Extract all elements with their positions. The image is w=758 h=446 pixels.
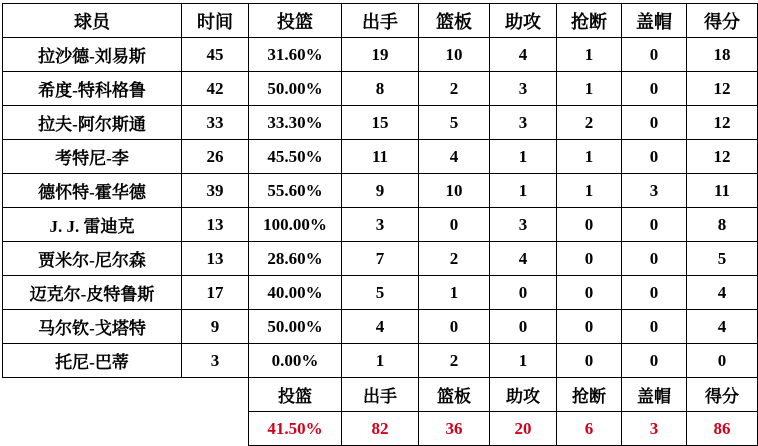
player-blocks: 0: [622, 208, 687, 242]
player-fg-pct: 55.60%: [249, 174, 342, 208]
totals-header-fg-pct: 投篮: [249, 378, 342, 412]
player-fga: 9: [342, 174, 419, 208]
player-fga: 3: [342, 208, 419, 242]
player-rebounds: 2: [419, 344, 490, 378]
player-blocks: 0: [622, 140, 687, 174]
player-assists: 3: [490, 72, 557, 106]
table-row: [3, 106, 758, 140]
player-minutes: 26: [182, 140, 249, 174]
player-assists: 1: [490, 174, 557, 208]
player-blocks: 0: [622, 72, 687, 106]
table-row: [3, 344, 758, 378]
player-assists: 1: [490, 140, 557, 174]
player-steals: 0: [557, 208, 622, 242]
player-name: 贾米尔-尼尔森: [3, 242, 182, 276]
totals-points: 86: [687, 412, 758, 446]
player-steals: 0: [557, 344, 622, 378]
table-row: [3, 208, 758, 242]
table-row: [3, 72, 758, 106]
player-name: 托尼-巴蒂: [3, 344, 182, 378]
player-name: J. J. 雷迪克: [3, 208, 182, 242]
player-rebounds: 10: [419, 174, 490, 208]
player-blocks: 0: [622, 242, 687, 276]
player-rebounds: 2: [419, 72, 490, 106]
player-fga: 4: [342, 310, 419, 344]
player-steals: 1: [557, 38, 622, 72]
column-header-player: 球员: [3, 4, 182, 38]
player-minutes: 13: [182, 208, 249, 242]
player-fg-pct: 50.00%: [249, 310, 342, 344]
table-row: [3, 38, 758, 72]
totals-header-blank-time: [182, 378, 249, 412]
player-minutes: 9: [182, 310, 249, 344]
player-fga: 19: [342, 38, 419, 72]
player-steals: 1: [557, 140, 622, 174]
player-points: 8: [687, 208, 758, 242]
player-steals: 0: [557, 242, 622, 276]
player-points: 4: [687, 276, 758, 310]
totals-blank-name: [3, 412, 182, 446]
table-row: [3, 242, 758, 276]
totals-values-row: [3, 412, 758, 446]
column-header-fga: 出手: [342, 4, 419, 38]
player-name: 拉沙德-刘易斯: [3, 38, 182, 72]
player-assists: 4: [490, 38, 557, 72]
player-rebounds: 0: [419, 310, 490, 344]
player-steals: 1: [557, 72, 622, 106]
player-fg-pct: 100.00%: [249, 208, 342, 242]
player-steals: 2: [557, 106, 622, 140]
player-rebounds: 4: [419, 140, 490, 174]
player-points: 5: [687, 242, 758, 276]
column-header-minutes: 时间: [182, 4, 249, 38]
player-name: 希度-特科格鲁: [3, 72, 182, 106]
player-points: 12: [687, 72, 758, 106]
player-fg-pct: 33.30%: [249, 106, 342, 140]
player-rebounds: 10: [419, 38, 490, 72]
player-steals: 0: [557, 276, 622, 310]
totals-assists: 20: [490, 412, 557, 446]
player-minutes: 42: [182, 72, 249, 106]
totals-fg-pct: 41.50%: [249, 412, 342, 446]
totals-header-points: 得分: [687, 378, 758, 412]
table-row: [3, 174, 758, 208]
player-points: 0: [687, 344, 758, 378]
player-assists: 0: [490, 310, 557, 344]
player-points: 11: [687, 174, 758, 208]
player-minutes: 3: [182, 344, 249, 378]
totals-blank-time: [182, 412, 249, 446]
totals-header-row: [3, 378, 758, 412]
player-blocks: 0: [622, 38, 687, 72]
player-assists: 1: [490, 344, 557, 378]
player-rebounds: 5: [419, 106, 490, 140]
totals-header-blocks: 盖帽: [622, 378, 687, 412]
column-header-points: 得分: [687, 4, 758, 38]
column-header-assists: 助攻: [490, 4, 557, 38]
totals-header-assists: 助攻: [490, 378, 557, 412]
table-body: [3, 38, 758, 446]
player-blocks: 0: [622, 344, 687, 378]
totals-header-rebounds: 篮板: [419, 378, 490, 412]
column-header-blocks: 盖帽: [622, 4, 687, 38]
player-fga: 8: [342, 72, 419, 106]
player-minutes: 17: [182, 276, 249, 310]
player-name: 考特尼-李: [3, 140, 182, 174]
column-header-fg-pct: 投篮: [249, 4, 342, 38]
player-rebounds: 2: [419, 242, 490, 276]
column-header-rebounds: 篮板: [419, 4, 490, 38]
player-fga: 15: [342, 106, 419, 140]
table-header: [3, 4, 758, 38]
player-blocks: 0: [622, 276, 687, 310]
column-header-steals: 抢断: [557, 4, 622, 38]
player-name: 马尔钦-戈塔特: [3, 310, 182, 344]
player-assists: 0: [490, 276, 557, 310]
player-name: 迈克尔-皮特鲁斯: [3, 276, 182, 310]
player-assists: 3: [490, 208, 557, 242]
player-assists: 3: [490, 106, 557, 140]
player-fga: 1: [342, 344, 419, 378]
player-minutes: 13: [182, 242, 249, 276]
player-name: 拉夫-阿尔斯通: [3, 106, 182, 140]
player-fg-pct: 0.00%: [249, 344, 342, 378]
totals-fga: 82: [342, 412, 419, 446]
player-fg-pct: 31.60%: [249, 38, 342, 72]
table-row: [3, 276, 758, 310]
player-name: 德怀特-霍华德: [3, 174, 182, 208]
player-steals: 1: [557, 174, 622, 208]
table-row: [3, 310, 758, 344]
player-points: 4: [687, 310, 758, 344]
player-fg-pct: 28.60%: [249, 242, 342, 276]
player-points: 12: [687, 140, 758, 174]
player-blocks: 0: [622, 106, 687, 140]
totals-rebounds: 36: [419, 412, 490, 446]
player-minutes: 39: [182, 174, 249, 208]
player-minutes: 45: [182, 38, 249, 72]
player-stats-table: [2, 3, 758, 446]
totals-header-fga: 出手: [342, 378, 419, 412]
player-fga: 7: [342, 242, 419, 276]
player-rebounds: 0: [419, 208, 490, 242]
player-fg-pct: 50.00%: [249, 72, 342, 106]
player-steals: 0: [557, 310, 622, 344]
totals-blocks: 3: [622, 412, 687, 446]
totals-header-blank-name: [3, 378, 182, 412]
player-fg-pct: 40.00%: [249, 276, 342, 310]
player-points: 18: [687, 38, 758, 72]
player-fg-pct: 45.50%: [249, 140, 342, 174]
player-blocks: 0: [622, 310, 687, 344]
table-row: [3, 140, 758, 174]
player-points: 12: [687, 106, 758, 140]
totals-header-steals: 抢断: [557, 378, 622, 412]
player-blocks: 3: [622, 174, 687, 208]
totals-steals: 6: [557, 412, 622, 446]
header-row: [3, 4, 758, 38]
player-fga: 5: [342, 276, 419, 310]
player-fga: 11: [342, 140, 419, 174]
player-assists: 4: [490, 242, 557, 276]
player-rebounds: 1: [419, 276, 490, 310]
player-minutes: 33: [182, 106, 249, 140]
